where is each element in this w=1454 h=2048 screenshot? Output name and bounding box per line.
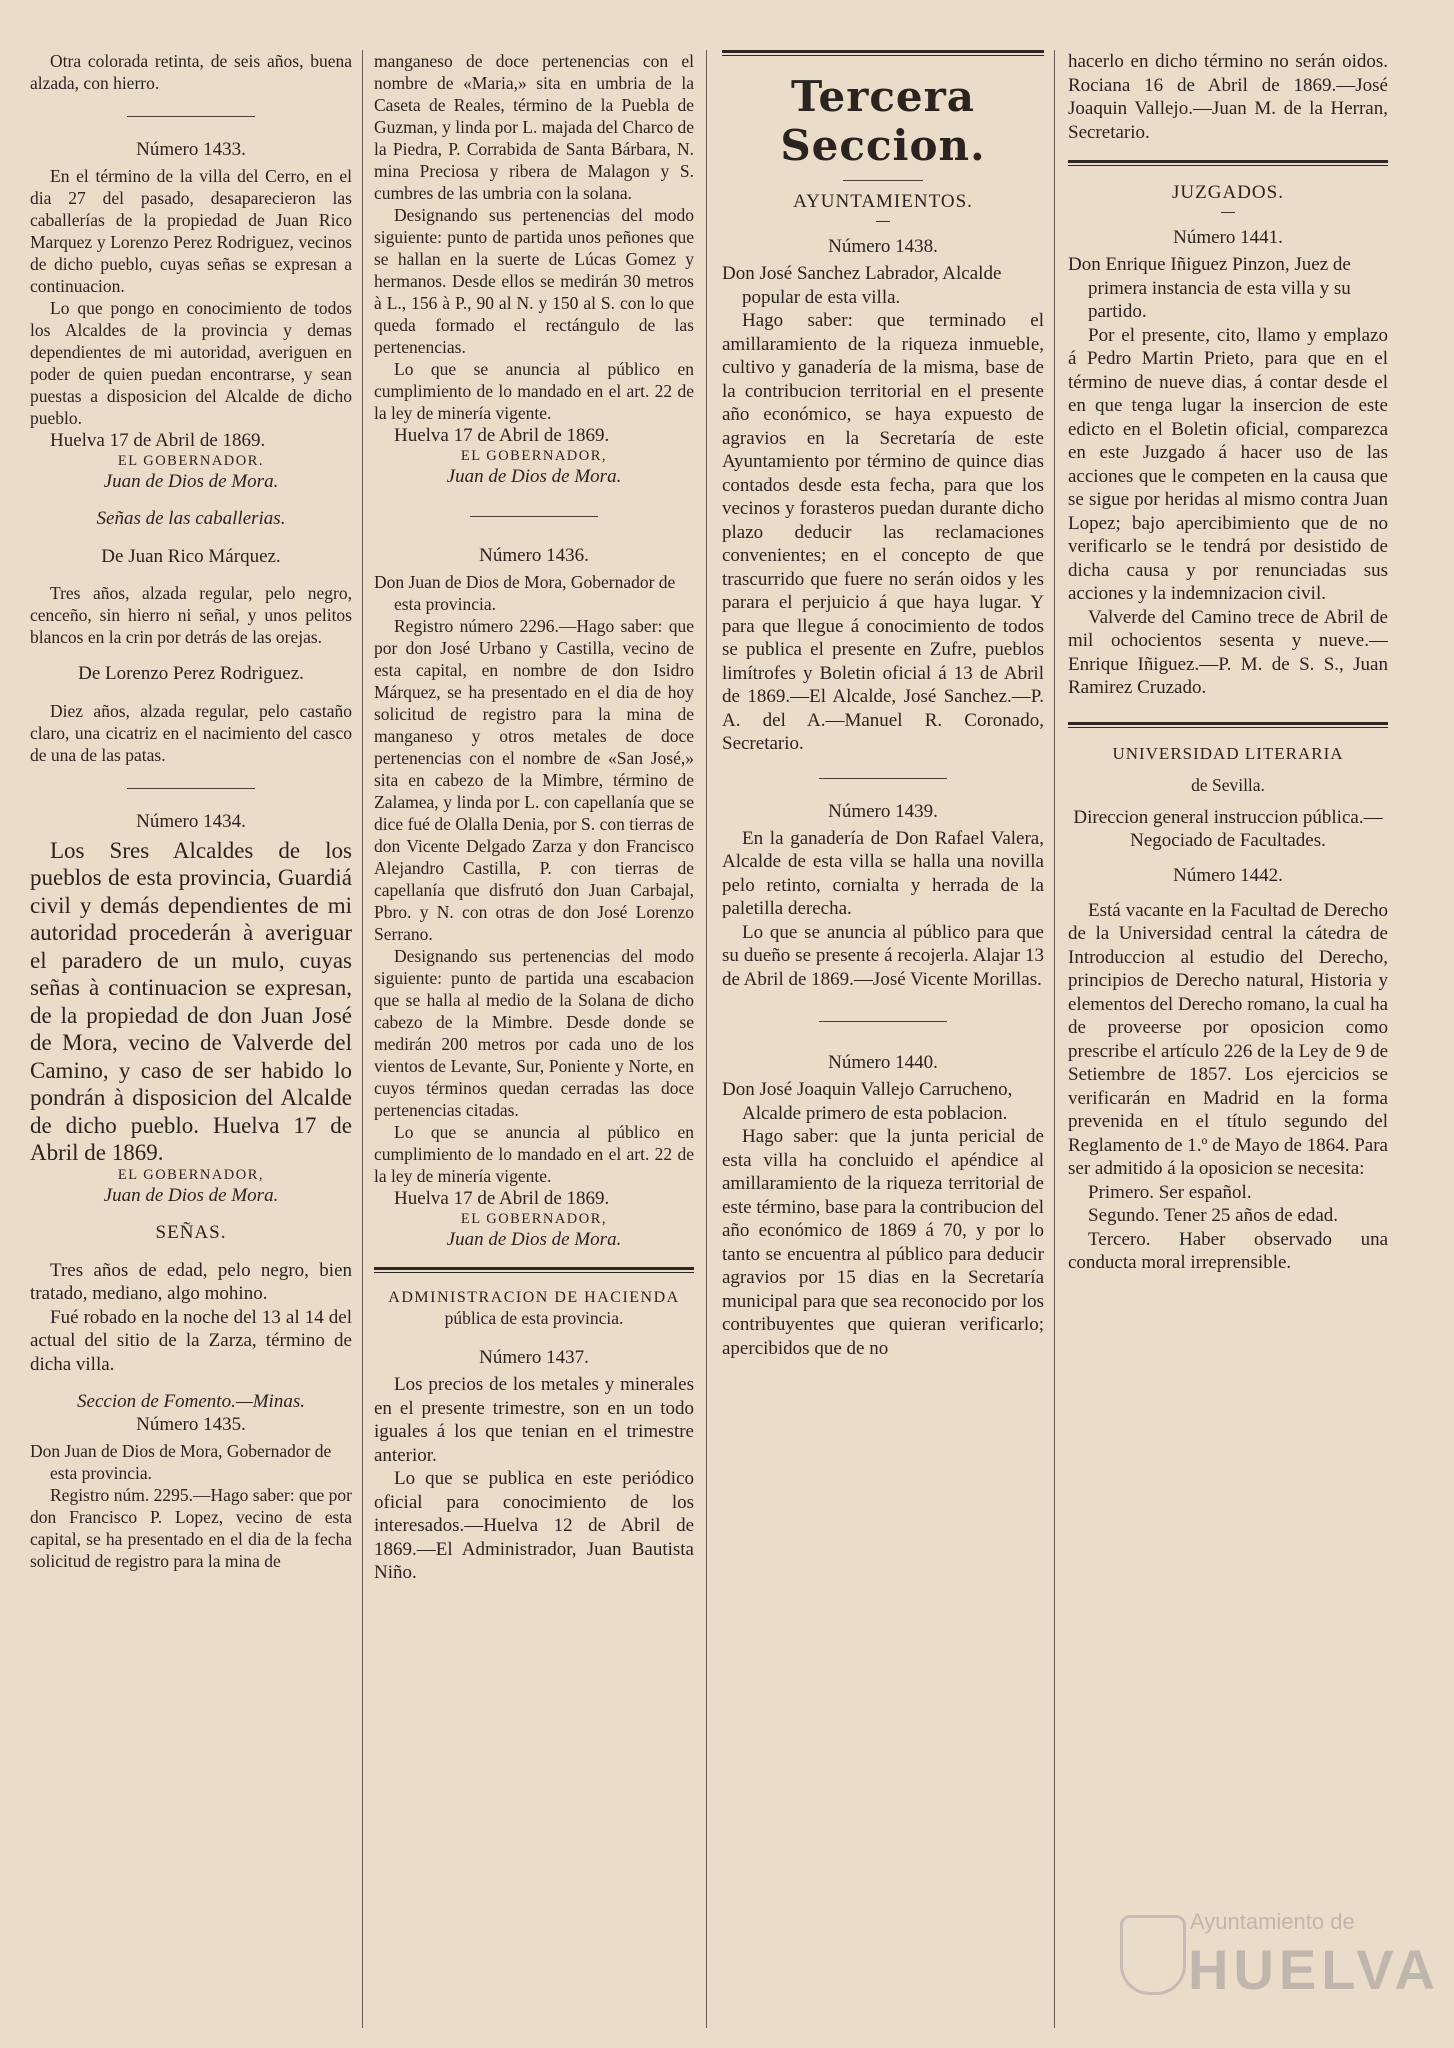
notice-text: En el término de la villa del Cerro, en el dia 27 del pasado, desaparecieron las caballerías de la propiedad de Juan Rico Marquez y Lorenzo Perez Rodriguez, vecinos de dicho pueblo, cuyas señas se expresan a continuacion.	[30, 166, 352, 296]
date-line: Huelva 17 de Abril de 1869.	[394, 1188, 610, 1209]
notice-text: Los precios de los metales y minerales en el presente trimestre, son en un todo iguales á los que tenian en el trimestre anterior.	[374, 1374, 694, 1466]
signature: Juan de Dios de Mora.	[103, 1184, 279, 1206]
notice-number: Número 1439.	[828, 800, 938, 822]
notice-text: En la ganadería de Don Rafael Valera, Alcalde de esta villa se halla una novilla pelo retinto, cornialta y herrada de la paletilla derecha.	[722, 827, 1044, 919]
section-heading: Tercera Seccion.	[780, 72, 986, 170]
subheading: De Lorenzo Perez Rodriguez.	[78, 663, 304, 684]
section-rule	[1068, 722, 1388, 728]
separator	[1221, 212, 1235, 213]
section-title: UNIVERSIDAD LITERARIA	[1112, 743, 1344, 763]
notice-text: hacerlo en dicho término no serán oidos. Rociana 16 de Abril de 1869.—José Joaquin Vallejo.—Juan M. de la Herran, Secretario.	[1068, 51, 1388, 143]
notice-header: Direccion general instruccion pública.—Negociado de Facultades.	[1073, 806, 1383, 851]
column-3	[722, 50, 1044, 2038]
section-subtitle: de Sevilla.	[1191, 774, 1265, 795]
notice-header: Don José Joaquin Vallejo Carrucheno, Alcalde primero de esta poblacion.	[722, 1079, 1013, 1124]
notice-number: Número 1435.	[136, 1413, 246, 1435]
notice-text: Los Sres Alcaldes de los pueblos de esta provincia, Guardiá civil y demás dependientes de mi autoridad procederán à averiguar el paradero de un mulo, cuyas señas à continuacion se expresan, de la propiedad de don Juan José de Mora, vecino de Valverde del Camino, y caso de ser habido lo pondrán à disposicion del Alcalde de dicho pueblo. Huelva 17 de Abril de 1869.	[30, 837, 352, 1165]
signer-title: EL GOBERNADOR,	[460, 1210, 608, 1227]
notice-number: Número 1441.	[1173, 227, 1283, 248]
subheading: SEÑAS.	[155, 1222, 227, 1243]
watermark-line: Ayuntamiento de	[1190, 1909, 1355, 1934]
separator	[876, 221, 890, 222]
signature: Juan de Dios de Mora.	[103, 470, 279, 492]
signature: Juan de Dios de Mora.	[446, 1228, 622, 1250]
notice-text: manganeso de doce pertenencias con el nombre de «Maria,» sita en umbria de la Caseta de Reales, término de la Puebla de Guzman, y linda por L. majada del Charco de la Piedra, P. Corrabida de Santa Bárbara, N. mina Preciosa y ribera de Malagon y S. cumbres de las umbria con la solana.	[374, 51, 694, 203]
separator	[127, 788, 256, 789]
separator	[843, 180, 924, 181]
notice-header: Don Enrique Iñiguez Pinzon, Juez de primera instancia de esta villa y su partido.	[1068, 254, 1351, 322]
signature: Juan de Dios de Mora.	[446, 465, 622, 487]
notice-text: Lo que se anuncia al público en cumplimiento de lo mandado en el art. 22 de la ley de minería vigente.	[374, 359, 694, 423]
section-rule	[1068, 160, 1388, 166]
notice-text: Lo que se anuncia al público en cumplimiento de lo mandado en el art. 22 de la ley de minería vigente.	[374, 1122, 694, 1186]
column-divider	[706, 50, 707, 2028]
notice-text: Registro número 2296.—Hago saber: que por don José Urbano y Castilla, vecino de esta capital, en nombre de don Isidro Márquez, se ha presentado en el dia de hoy solicitud de registro para la mina de manganeso y otros metales de doce pertenencias con el nombre de «San José,» sita en cabezo de la Mimbre, término de Zalamea, y linda por L. con capellanía que se dice fué de Olalla Denia, por S. con tierras de don Vicente Delgado Zarza y don Francisco Alejandro Castilla, P. con tierras de capellanía que disfrutó don Juan Carbajal, Pbro. y N. con otras de don José Lorenzo Serrano.	[374, 616, 694, 944]
notice-number: Número 1433.	[136, 139, 246, 160]
separator	[470, 516, 598, 517]
signer-title: EL GOBERNADOR.	[117, 452, 265, 469]
notice-number: Número 1442.	[1173, 864, 1283, 886]
notice-text: Hago saber: que la junta pericial de esta villa ha concluido el apéndice al amillaramiento de la riqueza territorial de este término, base para la contribucion del año económico de 1869 á 70, y por lo tanto se encuentra al público para deducir agravios por 15 dias en la Secretaría municipal para que sea reconocido por los contribuyentes que quieran verificarlo; apercibidos que de no	[722, 1126, 1044, 1359]
separator	[127, 116, 256, 117]
notice-text: Por el presente, cito, llamo y emplazo á Pedro Martin Prieto, para que en el término de nueve dias, á contar desde el en que tenga lugar la insercion de este edicto en el Boletin oficial, comparezca en este Juzgado á hacer uso de las acciones que le competen en la causa que se sigue por heridas al mismo contra Juan Lopez; bajo apercibimiento que de no verificarlo se le tendrá por desistido de dicha causa y por renunciadas sus acciones y la indemnizacion civil.	[1068, 324, 1388, 604]
signer-title: EL GOBERNADOR,	[460, 447, 608, 464]
notice-text: Lo que pongo en conocimiento de todos los Alcaldes de la provincia y demas dependientes de mi autoridad, averiguen en poder de quien puedan encontrarse, y sean puestas a disposicion del Alcalde de dicho pueblo.	[30, 298, 352, 428]
notice-text: Tres años, alzada regular, pelo negro, cenceño, sin hierro ni señal, y unos pelitos blancos en la crin por detrás de las orejas.	[30, 583, 352, 647]
notice-text: Lo que se anuncia al público para que su dueño se presente á recojerla. Alajar 13 de Abril de 1869.—José Vicente Morillas.	[722, 921, 1044, 990]
notice-number: Número 1436.	[479, 545, 589, 566]
notice-number: Número 1440.	[828, 1052, 938, 1073]
watermark-logo	[1120, 1905, 1440, 2015]
separator	[819, 1021, 948, 1022]
notice-number: Número 1434.	[136, 810, 246, 832]
section-title: JUZGADOS.	[1172, 182, 1284, 203]
subheading: Señas de las caballerias.	[96, 508, 286, 529]
column-divider	[1054, 50, 1055, 2028]
notice-text: Valverde del Camino trece de Abril de mil ochocientos sesenta y nueve.—Enrique Iñiguez.—P. M. de S. S., Juan Ramirez Cruzado.	[1068, 606, 1388, 698]
section-title: Seccion de Fomento.—Minas.	[77, 1391, 305, 1412]
notice-text: Lo que se publica en este periódico oficial para conocimiento de los interesados.—Huelva 12 de Abril de 1869.—El Administrador, Juan Bautista Niño.	[374, 1468, 694, 1583]
notice-text: Está vacante en la Facultad de Derecho de la Universidad central la cátedra de Introduccion al estudio del Derecho, principios de Derecho natural, Historia y elementos del Derecho romano, la cual ha de proveerse por oposicion como prescribe el artículo 226 de la Ley de 9 de Setiembre de 1857. Los ejercicios se verificarán en Madrid en la forma prevenida en el título segundo del Reglamento de 1.º de Mayo de 1864. Para ser admitido á la oposicion se necesita:	[1068, 899, 1388, 1179]
column-2	[374, 50, 694, 2038]
notice-text: Hago saber: que terminado el amillaramiento de la riqueza inmueble, cultivo y ganadería de la misma, base de la contribucion territorial en el presente año económico, se haya expuesto de agravios en la Secretaría de este Ayuntamiento por término de quince dias contados desde esta fecha, para que los vecinos y forasteros puedan durante dicho plazo deducir las reclamaciones convenientes; en el concepto de que trascurrido que fuere no serán oidos y les parara el perjuicio á que haya lugar. Y para que llegue á conocimiento de todos se publica el presente en Zufre, pueblos limítrofes y Boletin oficial á 13 de Abril de 1869.—El Alcalde, José Sanchez.—P. A. del A.—Manuel R. Coronado, Secretario.	[722, 310, 1044, 754]
date-line: Huelva 17 de Abril de 1869.	[50, 430, 266, 451]
notice-number: Número 1437.	[479, 1347, 589, 1368]
notice-header: Don Juan de Dios de Mora, Gobernador de esta provincia.	[374, 572, 676, 614]
notice-number: Número 1438.	[828, 236, 938, 257]
section-rule	[374, 1267, 694, 1273]
requirement: Tercero. Haber observado una conducta moral irreprensible.	[1068, 1228, 1388, 1273]
requirement: Segundo. Tener 25 años de edad.	[1088, 1205, 1339, 1226]
section-title: ADMINISTRACION DE HACIENDA	[388, 1289, 680, 1306]
date-line: Huelva 17 de Abril de 1869.	[394, 425, 610, 446]
notice-text: Registro núm. 2295.—Hago saber: que por don Francisco P. Lopez, vecino de esta capital, se ha presentado en el dia de la fecha solicitud de registro para la mina de	[30, 1484, 352, 1571]
subheading: De Juan Rico Márquez.	[101, 545, 281, 567]
column-1	[30, 50, 352, 2038]
signer-title: EL GOBERNADOR,	[117, 1166, 265, 1183]
requirement: Primero. Ser español.	[1088, 1181, 1252, 1203]
section-rule	[722, 50, 1044, 56]
watermark-line: HUELVA	[1188, 1938, 1440, 2001]
notice-header: Don Juan de Dios de Mora, Gobernador de esta provincia.	[30, 1440, 332, 1483]
column-divider	[362, 50, 363, 2028]
notice-text: Fué robado en la noche del 13 al 14 del actual del sitio de la Zarza, término de dicha villa.	[30, 1306, 352, 1375]
notice-text: Tres años de edad, pelo negro, bien tratado, mediano, algo mohino.	[30, 1259, 352, 1304]
notice-text: Designando sus pertenencias del modo siguiente: punto de partida una escabacion que se halla al medio de la Solana de dicho cabezo de la Mimbre. Desde donde se medirán 200 metros por cada uno de los vientos de Levante, Sur, Poniente y Norte, en cuyos términos quedan cerradas las doce pertenencias citadas.	[374, 946, 694, 1120]
separator	[819, 778, 948, 779]
column-4	[1068, 50, 1388, 2038]
coat-of-arms-icon	[1120, 1915, 1186, 1995]
notice-text: Otra colorada retinta, de seis años, buena alzada, con hierro.	[30, 51, 352, 93]
notice-header: Don José Sanchez Labrador, Alcalde popular de esta villa.	[722, 263, 1002, 308]
notice-text: Designando sus pertenencias del modo siguiente: punto de partida unos peñones que se hallan en la suerte de Lúcas Gomez y hermanos. Desde ellos se medirán 30 metros à L., 156 à P., 90 al N. y 150 al S. con lo que queda formado el rectángulo de las pertenencias.	[374, 205, 694, 357]
section-subtitle: pública de esta provincia.	[444, 1308, 624, 1328]
notice-text: Diez años, alzada regular, pelo castaño claro, una cicatriz en el nacimiento del casco de una de las patas.	[30, 700, 352, 765]
section-title: AYUNTAMIENTOS.	[793, 191, 973, 212]
